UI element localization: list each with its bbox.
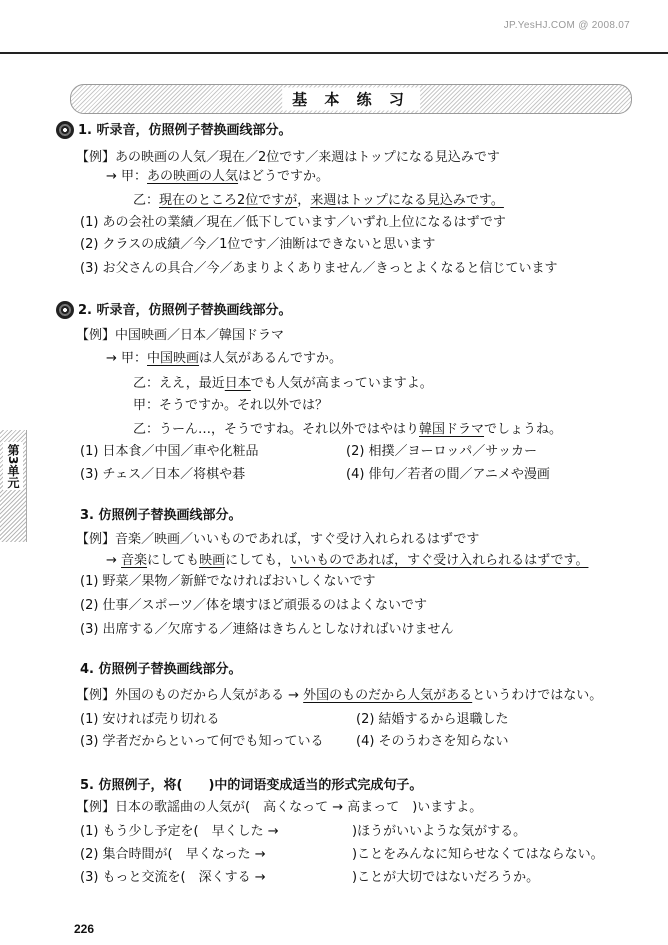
underlined-phrase: 映画 — [199, 553, 226, 568]
sentence-mid: ， — [297, 193, 311, 208]
underlined-phrase: 外国のものだから人気がある — [303, 688, 473, 703]
cd-audio-icon[interactable] — [56, 121, 74, 139]
section-2-item: (2) 相撲／ヨーロッパ／サッカー — [346, 444, 538, 459]
section-3-title: 3. 仿照例子替换画线部分。 — [80, 508, 242, 523]
sentence-mid: にしても， — [225, 553, 291, 568]
header-rule — [0, 52, 668, 54]
watermark: JP.YesHJ.COM @ 2008.07 — [503, 20, 630, 31]
speaker-label: 乙： — [133, 193, 160, 208]
arrow-label: → — [106, 553, 122, 568]
banner-title: 基 本 练 习 — [282, 88, 420, 111]
sentence-tail: でしょうね。 — [484, 422, 563, 437]
section-4-item: (2) 結婚するから退職した — [356, 712, 509, 727]
unit-side-tab — [0, 430, 27, 542]
unit-side-tab-label: 第3单元 — [3, 442, 23, 490]
speaker-label: → 甲： — [106, 169, 148, 184]
section-2-example: 【例】中国映画／日本／韓国ドラマ — [76, 328, 285, 343]
section-1-item: (2) クラスの成績／今／1位です／油断はできないと思います — [80, 237, 436, 252]
section-3-answer — [106, 553, 588, 569]
sentence-tail: でも人気が高まっていますよ。 — [250, 376, 433, 391]
section-2-item: (3) チェス／日本／将棋や碁 — [80, 467, 246, 482]
underlined-phrase: 韓国ドラマ — [419, 422, 485, 437]
underlined-phrase: いいものであれば，すぐ受け入れられるはずです。 — [290, 553, 589, 568]
section-4-example — [76, 688, 602, 704]
section-5-item-left: (2) 集合時間が( 早くなった → — [80, 847, 266, 862]
section-2-title: 2. 听录音，仿照例子替换画线部分。 — [78, 303, 292, 318]
sentence-head: 【例】外国のものだから人気がある → — [76, 688, 304, 703]
section-2-item: (1) 日本食／中国／車や化粧品 — [80, 444, 259, 459]
sentence-head: 乙：ええ，最近 — [133, 376, 225, 391]
sentence-mid: にしても — [147, 553, 200, 568]
section-1-answer-a — [106, 169, 329, 185]
section-5-item-left: (1) もう少し予定を( 早くした → — [80, 824, 279, 839]
section-3-item: (2) 仕事／スポーツ／体を壊すほど頑張るのはよくないです — [80, 598, 428, 613]
section-5-example: 【例】日本の歌謡曲の人気が( 高くなって → 高まって )いますよ。 — [76, 800, 483, 815]
section-1-item: (1) あの会社の業績／現在／低下しています／いずれ上位になるはずです — [80, 215, 506, 230]
underlined-phrase: 現在のところ2位ですが — [159, 193, 298, 208]
section-2-dialogue-3: 甲：そうですか。それ以外では？ — [133, 398, 329, 413]
cd-audio-icon[interactable] — [56, 301, 74, 319]
section-3-example: 【例】音楽／映画／いいものであれば，すぐ受け入れられるはずです — [76, 532, 480, 547]
section-banner — [70, 84, 632, 114]
page-number: 226 — [74, 922, 95, 936]
section-2-item: (4) 俳句／若者の間／アニメや漫画 — [346, 467, 550, 482]
underlined-phrase: あの映画の人気 — [147, 169, 239, 184]
section-1-example: 【例】あの映画の人気／現在／2位です／来週はトップになる見込みです — [76, 150, 500, 165]
underlined-phrase: 日本 — [224, 376, 251, 391]
sentence-tail: はどうですか。 — [238, 169, 330, 184]
speaker-label: → 甲： — [106, 351, 148, 366]
underlined-phrase: 音楽 — [121, 553, 148, 568]
section-2-dialogue-2 — [133, 376, 433, 392]
underlined-phrase: 来週はトップになる見込みです。 — [310, 193, 504, 208]
section-1-answer-b — [133, 193, 504, 209]
section-5-item-right: )ことが大切ではないだろうか。 — [352, 870, 540, 885]
section-1-title: 1. 听录音，仿照例子替换画线部分。 — [78, 123, 292, 138]
section-4-item: (4) そのうわさを知らない — [356, 734, 509, 749]
sentence-tail: というわけではない。 — [472, 688, 603, 703]
section-5-title: 5. 仿照例子，将( )中的词语变成适当的形式完成句子。 — [80, 778, 423, 793]
section-3-item: (3) 出席する／欠席する／連絡はきちんとしなければいけません — [80, 622, 454, 637]
section-4-title: 4. 仿照例子替换画线部分。 — [80, 662, 242, 677]
section-5-item-right: )ことをみんなに知らせなくてはならない。 — [352, 847, 604, 862]
section-5-item-left: (3) もっと交流を( 深くする → — [80, 870, 266, 885]
sentence-tail: は人気があるんですか。 — [199, 351, 343, 366]
sentence-head: 乙：うーん…，そうですね。それ以外ではやはり — [133, 422, 420, 437]
section-2-dialogue-1 — [106, 351, 342, 367]
underlined-phrase: 中国映画 — [147, 351, 200, 366]
section-2-dialogue-4 — [133, 422, 562, 438]
section-4-item: (1) 安ければ売り切れる — [80, 712, 220, 727]
section-3-item: (1) 野菜／果物／新鮮でなければおいしくないです — [80, 574, 376, 589]
section-5-item-right: )ほうがいいような気がする。 — [352, 824, 527, 839]
section-4-item: (3) 学者だからといって何でも知っている — [80, 734, 324, 749]
section-1-item: (3) お父さんの具合／今／あまりよくありません／きっとよくなると信じています — [80, 261, 558, 276]
